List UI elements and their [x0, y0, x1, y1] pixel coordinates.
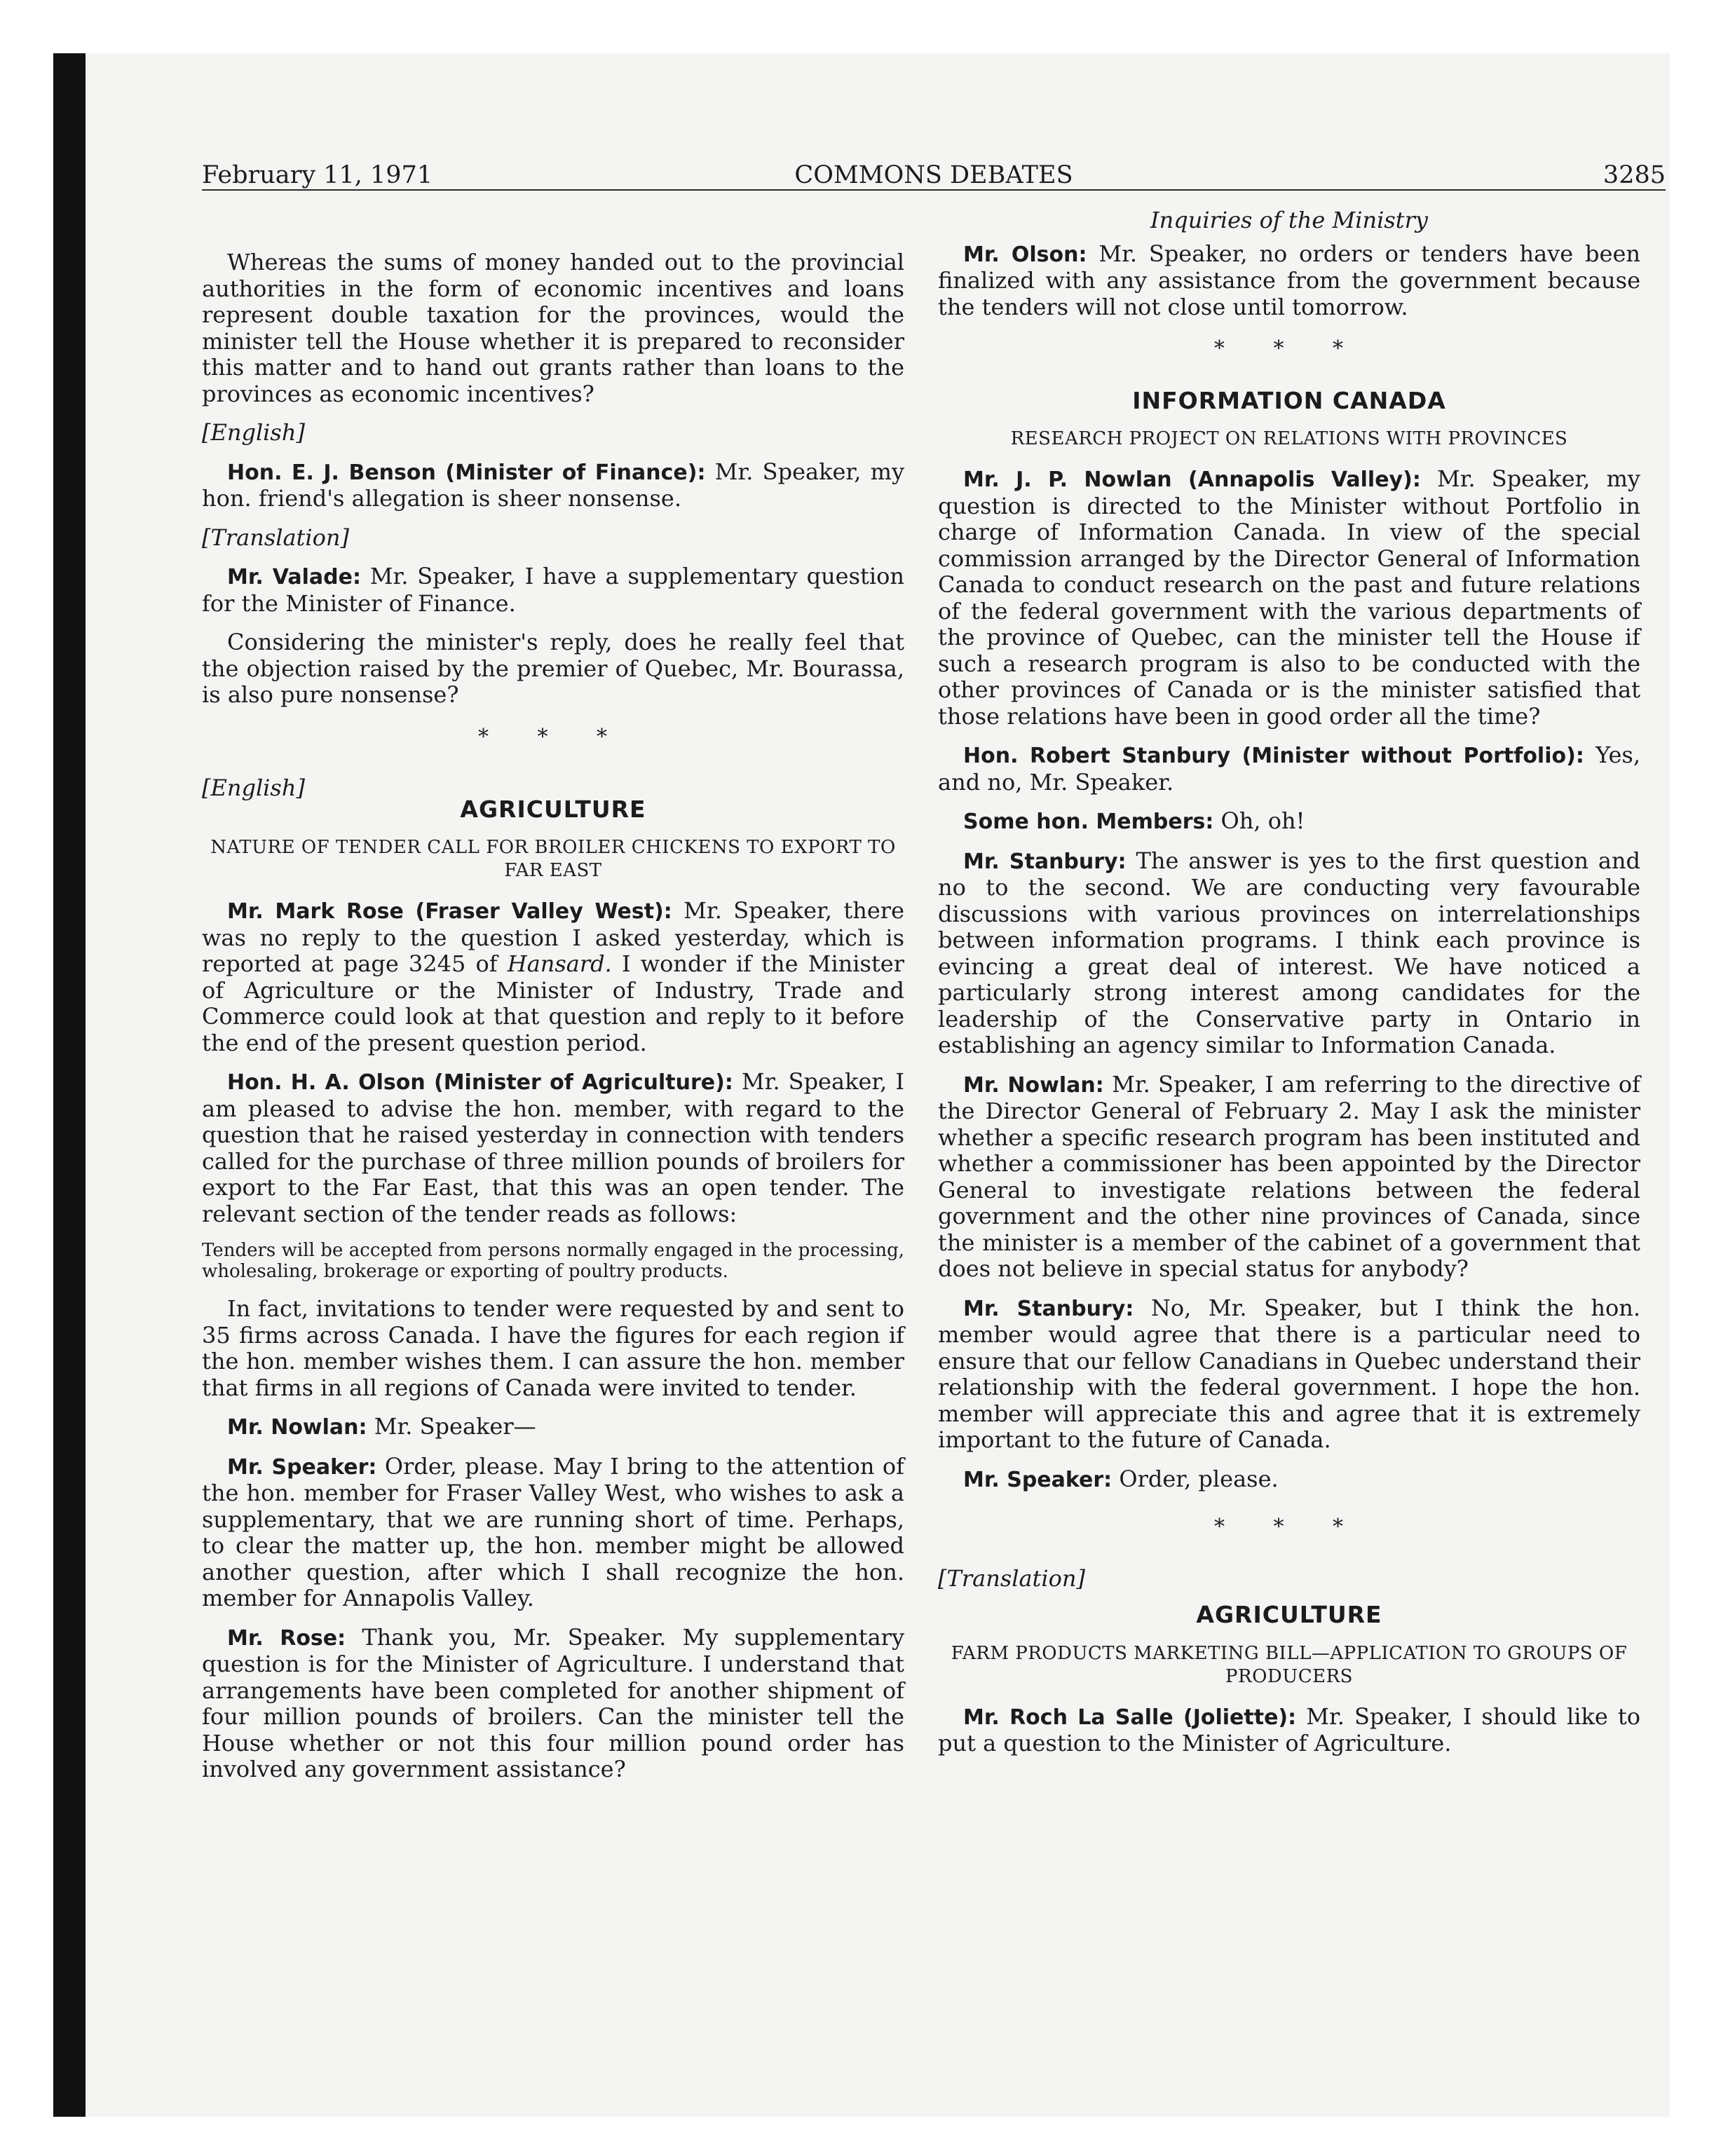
- section-heading: INFORMATION CANADA: [1132, 386, 1446, 414]
- running-head: Inquiries of the Ministry: [1150, 207, 1428, 233]
- paragraph: In fact, invitations to tender were requested by and sent to 35 firms across Canada. I have the figures for each region if the hon. member wishes them. I can assure the hon. member that firms in all regions of Canada were invited to tender.: [202, 1295, 904, 1401]
- speech-text: Order, please.: [1119, 1465, 1279, 1492]
- speech: [938, 241, 1640, 321]
- speech-text: Mr. Speaker, there was no reply to the question I asked yesterday, which is reported at page 3245 of: [202, 897, 905, 977]
- hansard-reference: Hansard.: [507, 950, 612, 977]
- speaker-name: Some hon. Members:: [963, 810, 1214, 834]
- speech-text: Mr. Speaker, I am referring to the directive of the Director General of February 2. May I ask the minister whether a specific research program has been instituted and whether a commissioner has been appointed by the Director General to investigate relations between the federal government and the other nine provinces of Canada, since the minister is a member of the cabinet of a government that does not believe in special status for anybody?: [938, 1070, 1640, 1282]
- speaker-name: Mr. Mark Rose (Fraser Valley West):: [227, 899, 672, 924]
- speaker-name: Mr. Rose:: [227, 1625, 346, 1651]
- speech-text: Mr. Speaker, my hon. friend's allegation is sheer nonsense.: [202, 458, 905, 512]
- speech: [938, 1295, 1640, 1454]
- speaker-name: Hon. H. A. Olson (Minister of Agriculture):: [227, 1070, 733, 1095]
- speech-text: Order, please. May I bring to the attention of the hon. member for Fraser Valley West, who wishes to ask a supplementary, that we are running short of time. Perhaps, to clear the matter up, the hon. member might be allowed another question, after which I shall recognize the hon. member for Annapolis Valley.: [202, 1452, 905, 1611]
- speaker-name: Hon. Robert Stanbury (Minister without Portfolio):: [963, 744, 1584, 768]
- language-marker: [Translation]: [202, 524, 349, 551]
- speaker-name: Mr. Nowlan:: [963, 1072, 1104, 1098]
- speaker-name: Mr. Speaker:: [963, 1467, 1113, 1492]
- speech: [202, 1069, 904, 1227]
- speech: [938, 1466, 1640, 1494]
- speech: [938, 808, 1640, 835]
- section-break: * * *: [1213, 336, 1365, 361]
- scan-edge: [53, 53, 86, 2117]
- quoted-text: Tenders will be accepted from persons normally engaged in the processing, wholesaling, brokerage or exporting of poultry products.: [202, 1240, 904, 1282]
- speech: [202, 1414, 904, 1441]
- speech-text: I wonder if the Minister of Agriculture or the Minister of Industry, Trade and Commerce could look at that question and reply to it before the end of the present question period.: [202, 950, 905, 1056]
- speech-text: Mr. Speaker—: [374, 1413, 536, 1440]
- speaker-name: Mr. J. P. Nowlan (Annapolis Valley):: [963, 468, 1421, 492]
- paragraph: Whereas the sums of money handed out to the provincial authorities in the form of economic incentives and loans represent double taxation for the provinces, would the minister tell the House whether it is prepared to reconsider this matter and to hand out grants rather than loans to the provinces as economic incentives?: [202, 249, 904, 407]
- speech: [202, 564, 904, 617]
- speaker-name: Mr. Stanbury:: [963, 849, 1127, 874]
- speech-text: Yes, and no, Mr. Speaker.: [938, 742, 1640, 796]
- speech-text: Oh, oh!: [1220, 807, 1305, 834]
- speaker-name: Mr. Olson:: [963, 242, 1087, 267]
- page-header: [202, 156, 1666, 188]
- speech: [202, 1454, 904, 1612]
- left-column: [202, 213, 904, 1796]
- speech-text: Mr. Speaker, my question is directed to the Minister without Portfolio in charge of Information Canada. In view of the special commission arranged by the Director General of Information Canada to conduct research on the past and future relations of the federal government with the various departments of the province of Quebec, can the minister tell the House if such a research program is also to be conducted with the other provinces of Canada or is the minister satisfied that those relations have been in good order all the time?: [938, 465, 1640, 730]
- speaker-name: Mr. Stanbury:: [963, 1296, 1134, 1321]
- language-marker: [English]: [202, 775, 305, 801]
- section-subheading: RESEARCH PROJECT ON RELATIONS WITH PROVINCES: [1010, 428, 1568, 449]
- language-marker: [Translation]: [938, 1564, 1085, 1592]
- section-heading: AGRICULTURE: [1196, 1601, 1382, 1628]
- speech: [938, 466, 1640, 730]
- header-title: COMMONS DEBATES: [794, 161, 1073, 189]
- page-number: 3285: [1603, 161, 1666, 189]
- speech: [202, 1625, 904, 1783]
- section-subheading: FARM PRODUCTS MARKETING BILL—APPLICATION TO GROUPS OF PRODUCERS: [951, 1642, 1628, 1687]
- speech-text: Mr. Speaker, no orders or tenders have been finalized with any assistance from the government because the tenders will not close until tomorrow.: [938, 240, 1641, 320]
- speech-text: Mr. Speaker, I have a supplementary question for the Minister of Finance.: [202, 563, 905, 617]
- speech: [202, 459, 904, 512]
- section-break: * * *: [1213, 1515, 1365, 1539]
- header-rule: [202, 189, 1666, 191]
- header-date: February 11, 1971: [202, 161, 433, 189]
- speech-text: Mr. Speaker, I should like to put a question to the Minister of Agriculture.: [938, 1703, 1641, 1756]
- speech-text: No, Mr. Speaker, but I think the hon. member would agree that there is a particular need to ensure that our fellow Canadians in Quebec understand their relationship with the federal government. I hope the hon. member will appreciate this and agree that it is extremely important to the future of Canada.: [938, 1294, 1640, 1453]
- section-heading: AGRICULTURE: [460, 795, 646, 823]
- paragraph: Considering the minister's reply, does he really feel that the objection raised by the premier of Quebec, Mr. Bourassa, is also pure nonsense?: [202, 629, 904, 708]
- speech-text: The answer is yes to the first question and no to the second. We are conducting very favourable discussions with various provinces on interrelationships between information programs. I think each province is evincing a great deal of interest. We have noticed a particularly strong interest among candidates for the leadership of the Conservative party in Ontario in establishing an agency similar to Information Canada.: [938, 847, 1641, 1058]
- speaker-name: Hon. E. J. Benson (Minister of Finance):: [227, 460, 706, 485]
- right-column: [938, 207, 1641, 1770]
- speech: [938, 848, 1640, 1059]
- language-marker: [English]: [202, 419, 305, 446]
- speaker-name: Mr. Nowlan:: [227, 1415, 367, 1440]
- speech-text: Thank you, Mr. Speaker. My supplementary question is for the Minister of Agriculture. I understand that arrangements have been completed for another shipment of four million pounds of broilers. Can the minister tell the House whether or not this four million pound order has involved any government assistance?: [202, 1623, 905, 1782]
- speech: [202, 898, 904, 1056]
- speaker-name: Mr. Speaker:: [227, 1454, 377, 1480]
- speech-text: Mr. Speaker, I am pleased to advise the hon. member, with regard to the question that he raised yesterday in connection with tenders called for the purchase of three million pounds of broilers for export to the Far East, that this was an open tender. The relevant section of the tender reads as follows:: [202, 1068, 905, 1227]
- speaker-name: Mr. Valade:: [227, 565, 361, 589]
- speech: [938, 742, 1640, 796]
- speech: [938, 1072, 1640, 1283]
- section-subheading: NATURE OF TENDER CALL FOR BROILER CHICKENS TO EXPORT TO FAR EAST: [210, 837, 896, 881]
- speech: [938, 1704, 1640, 1757]
- speaker-name: Mr. Roch La Salle (Joliette):: [963, 1705, 1297, 1730]
- section-break: * * *: [477, 724, 629, 749]
